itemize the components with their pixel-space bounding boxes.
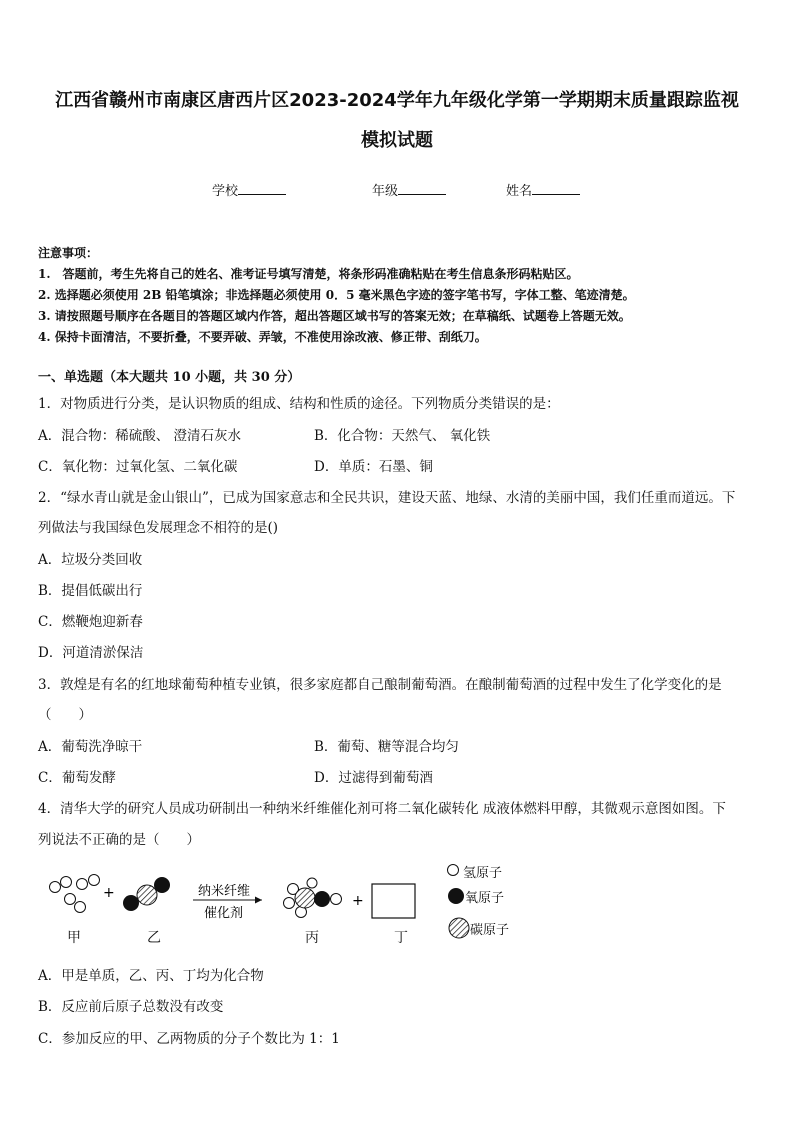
q3-option-a[interactable]: A．葡萄洗净晾干	[38, 739, 143, 755]
exam-title-line2: 模拟试题	[361, 130, 433, 151]
catalyst-label-top: 纳米纤维	[198, 884, 251, 899]
product-ding-box	[372, 884, 415, 918]
legend-carbon-label: 碳原子	[470, 923, 510, 938]
notes-heading: 注意事项：	[38, 246, 99, 260]
school-field	[212, 180, 286, 199]
label-jia: 甲	[67, 930, 81, 946]
q4-option-c[interactable]: C．参加反应的甲、乙两物质的分子个数比为 1：1	[38, 1031, 340, 1047]
q4-option-a[interactable]: A．甲是单质，乙、丙、丁均为化合物	[38, 968, 264, 984]
q2-option-a[interactable]: A．垃圾分类回收	[38, 552, 143, 568]
catalyst-label-bottom: 催化剂	[204, 906, 244, 921]
q1-option-b[interactable]: B．化合物：天然气、 氧化铁	[314, 428, 491, 444]
school-label: 学校	[212, 184, 239, 199]
label-ding: 丁	[394, 930, 408, 946]
plus-sign: +	[352, 893, 364, 909]
grade-blank[interactable]	[398, 182, 446, 195]
q4-option-b[interactable]: B．反应前后原子总数没有改变	[38, 999, 224, 1015]
question-3-stem-line1: 3．敦煌是有名的红地球葡萄种植专业镇，很多家庭都自己酿制葡萄酒。在酿制葡萄酒的过程中发生了化学变化的是	[38, 677, 722, 693]
note-item: 4. 保持卡面清洁，不要折叠，不要弄破、弄皱，不准使用涂改液、修正带、刮纸刀。	[38, 330, 487, 344]
legend-hydrogen-icon	[448, 865, 459, 876]
q3-option-d[interactable]: D．过滤得到葡萄酒	[314, 770, 433, 786]
grade-label: 年级	[372, 184, 399, 199]
legend-oxygen-label: 氧原子	[465, 891, 505, 906]
name-blank[interactable]	[532, 182, 580, 195]
note-item: 3. 请按照题号顺序在各题目的答题区域内作答，超出答题区域书写的答案无效；在草稿纸、试题卷上答题无效。	[38, 309, 631, 323]
school-blank[interactable]	[238, 182, 286, 195]
reactant-yi-molecule	[123, 877, 170, 911]
q2-option-c[interactable]: C．燃鞭炮迎新春	[38, 614, 143, 630]
grade-field	[372, 180, 446, 199]
question-2-stem-line2: 列做法与我国绿色发展理念不相符的是()	[38, 520, 279, 536]
section-heading: 一、单选题（本大题共 10 小题，共 30 分）	[38, 370, 301, 385]
product-bing-molecule	[284, 878, 342, 918]
legend-carbon-icon	[449, 918, 469, 938]
question-2-stem-line1: 2．“绿水青山就是金山银山”，已成为国家意志和全民共识，建设天蓝、地绿、水清的美丽中国，我们任重而道远。下	[38, 490, 736, 506]
question-1-stem: 1．对物质进行分类，是认识物质的组成、结构和性质的途径。下列物质分类错误的是：	[38, 396, 560, 412]
legend-hydrogen-label: 氢原子	[463, 866, 503, 881]
legend-oxygen-icon	[448, 888, 464, 904]
question-3-stem-line2: （ ）	[38, 707, 92, 723]
plus-sign: +	[103, 885, 115, 901]
q3-option-c[interactable]: C．葡萄发酵	[38, 770, 116, 786]
exam-title-line1: 江西省赣州市南康区唐西片区2023-2024学年九年级化学第一学期期末质量跟踪监视	[55, 90, 739, 111]
label-yi: 乙	[147, 930, 161, 946]
question-4-stem-line1: 4．清华大学的研究人员成功研制出一种纳米纤维催化剂可将二氧化碳转化 成液体燃料甲醇，其微观示意图如图。下	[38, 801, 726, 817]
arrow-head-icon	[255, 897, 262, 904]
name-field	[506, 180, 580, 199]
q1-option-a[interactable]: A．混合物：稀硫酸、 澄清石灰水	[38, 428, 242, 444]
q2-option-d[interactable]: D．河道清淤保洁	[38, 645, 144, 661]
reactant-jia-molecules	[50, 875, 100, 913]
q3-option-b[interactable]: B．葡萄、糖等混合均匀	[314, 739, 459, 755]
question-4-stem-line2: 列说法不正确的是（ ）	[38, 832, 200, 848]
note-item: 2. 选择题必须使用 2B 铅笔填涂；非选择题必须使用 0．5 毫米黑色字迹的签字笔书写，字体工整、笔迹清楚。	[38, 288, 635, 302]
q1-option-d[interactable]: D．单质：石墨、铜	[314, 459, 433, 475]
label-bing: 丙	[305, 930, 319, 946]
q2-option-b[interactable]: B．提倡低碳出行	[38, 583, 143, 599]
note-item: 1. 答题前，考生先将自己的姓名、准考证号填写清楚，将条形码准确粘贴在考生信息条形码粘贴区。	[38, 267, 579, 281]
q1-option-c[interactable]: C．氧化物：过氧化氢、二氧化碳	[38, 459, 238, 475]
name-label: 姓名	[506, 184, 533, 199]
